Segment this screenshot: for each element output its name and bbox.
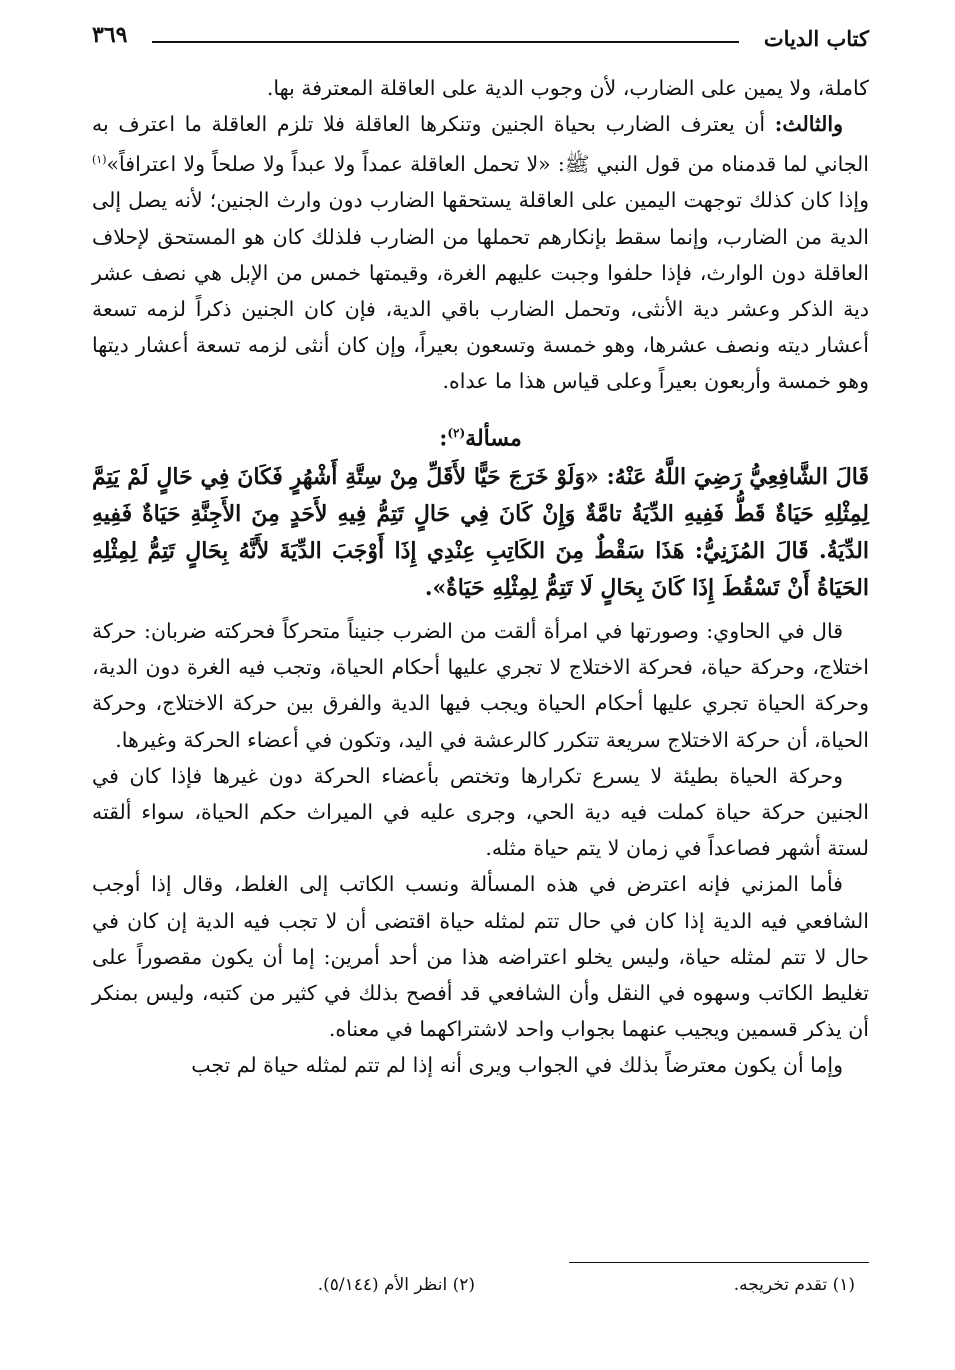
footnote-ref-2[interactable]: (٢) [447, 425, 466, 440]
paragraph-3: قال في الحاوي: وصورتها في امرأة ألقت من الضرب جنيناً متحركاً فحركته ضربان: حركة اختلاج، وحركة حياة، فحركة الاختلاج لا تجري عليها أحكام الحياة، وتجب فيه الغرة دون الدية، وحركة الحياة تجري عليها أحكام الحياة ويجب فيها الدية والفرق بين حركة الاختلاج، وحركة الحياة، أن حركة الاختلاج سريعة تتكرر كالرعشة في اليد، وتكون في أعضاء الحركة وغيرها. [92, 618, 869, 752]
header-rule [152, 41, 739, 43]
paragraph-6: وإما أن يكون معترضاً بذلك في الجواب ويرى أنه إذا لم تتم لمثله حياة لم تجب [191, 1053, 843, 1078]
paragraph-2-tail: وإذا كان كذلك توجهت اليمين على العاقلة يستحقها الضارب دون وارث الجنين؛ لأنه يصل إلى الدية من الضارب، وإنما سقط بإنكارهم تحملها من الضارب فلذلك كان هو المستحق لإحلاف العاقلة دون الوارث، فإذا حلفوا وجبت عليهم الغرة، وقيمتها خمس من الإبل هي نصف عشر دية الذكر وعشر دية الأنثى، وتحمل الضارب باقي الدية، فإن كان الجنين ذكراً لزمه تسعة أعشار ديته ونصف عشرها، وهو خمسة وتسعون بعيراً، وإن كان أنثى لزمه تسعة أعشار ديتها وهو خمسة وأربعون بعيراً وعلى قياس هذا ما عداه. [92, 188, 869, 394]
paragraph-2 [92, 106, 869, 399]
shafii-quote: قَالَ الشَّافِعِيُّ رَضِيَ اللَّهُ عَنْهُ: «وَلَوْ خَرَجَ حَيًّا لأَقَلِّ مِنْ سِتَّةِ أَشْهُرٍ فَكَانَ فِي حَالٍ لَمْ يَتِمَّ لِمِثْلِهِ حَيَاةٌ قَطُّ فَفِيهِ الدِّيَةُ تامَّةٌ وَإِنْ كَانَ فِي حَالٍ تَتِمُّ فِيهِ لأَحَدٍ مِنَ الأَجِنَّةِ حَيَاةٌ فَفِيهِ الدِّيَةُ. قَالَ المُزَنِيُّ: هَذَا سَقْطٌ مِنَ الكَاتِبِ عِنْدِي إِذَا أَوْجَبَ الدِّيَةَ لأَنَّهُ بِحَالٍ تَتِمُّ لِمِثْلِهِ الحَيَاةُ أَنْ تَسْقُطَ إِذَا كَانَ بِحَالٍ لَا تَتِمُّ لِمِثْلِهِ حَيَاةٌ». [92, 463, 869, 601]
paragraph-2-body: أن يعترف الضارب بحياة الجنين وتنكرها العاقلة فلا تلزم العاقلة ما اعترف به الجاني لما قدمناه من قول النبي ﷺ: «لا تحمل العاقلة عمداً ولا عبداً ولا صلحاً ولا اعترافاً» [92, 112, 869, 177]
page-header [92, 22, 869, 56]
heading-colon: : [439, 424, 448, 451]
third-point-label: والثالث: [774, 112, 843, 137]
footnote-2: (٢) انظر الأم (٥/١٤٤). [317, 1275, 475, 1295]
footnote-ref-1[interactable]: (١) [92, 153, 107, 167]
section-heading [92, 416, 869, 455]
main-text [92, 70, 869, 1084]
footnote-1: (١) تقدم تخريجه. [733, 1275, 855, 1295]
paragraph-5: فأما المزني فإنه اعترض في هذه المسألة ونسب الكاتب إلى الغلط، وقال إذا أوجب الشافعي فيه الدية إذا كان في حال تتم لمثله حياة اقتضى أن لا تجب فيه الدية إن كان في حال لا تتم لمثله حياة، وليس يخلو اعتراضه هذا من أحد أمرين: إما أن يكون مقصوراً على تغليط الكاتب وسهوه في النقل وأن الشافعي قد أفصح بذلك في كثير من كتبه، وليس بمنكر أن يذكر قسمين ويجيب عنهما بجواب واحد لاشتراكهما في معناه. [92, 872, 869, 1042]
book-title: كتاب الديات [763, 26, 869, 51]
heading-text: مسألة [465, 424, 522, 451]
footnote-separator [569, 1262, 869, 1263]
paragraph-1: كاملة، ولا يمين على الضارب، لأن وجوب الدية على العاقلة المعترفة بها. [266, 76, 869, 100]
paragraph-4: وحركة الحياة بطيئة لا يسرع تكرارها وتختص بأعضاء الحركة دون غيرها فإذا كان في الجنين حركة حياة كملت فيه دية الحي، وجرى عليه في الميراث حكم الحياة، سواء ألقته لستة أشهر فصاعداً في زمان لا يتم حياة مثله. [92, 763, 869, 861]
page-number: ٣٦٩ [92, 22, 128, 48]
